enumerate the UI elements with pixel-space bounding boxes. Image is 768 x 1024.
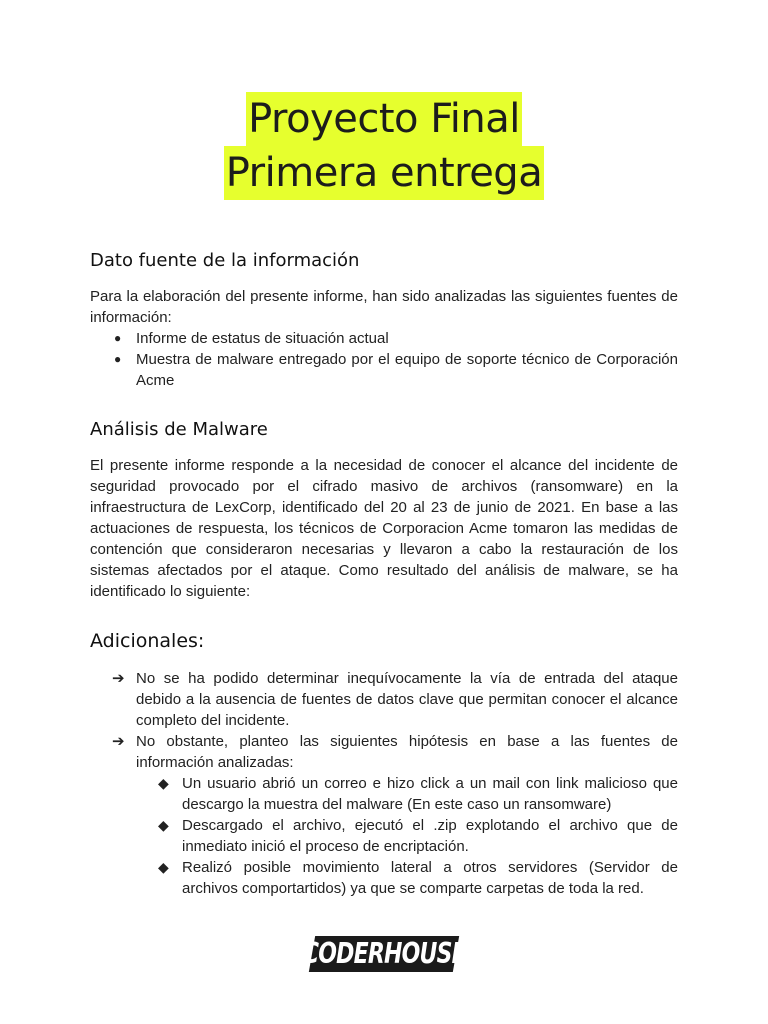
section-heading-malware: Análisis de Malware xyxy=(90,419,268,440)
coderhouse-logo xyxy=(302,936,466,972)
list-item: ➔ No se ha podido determinar inequívocamente la vía de entrada del ataque debido a la ausencia de fuentes de datos clave que permitan conocer el alcance completo del incidente. xyxy=(112,670,678,729)
arrow-icon: ➔ xyxy=(112,733,125,750)
bullet-icon: ● xyxy=(114,352,122,366)
hypothesis-list xyxy=(90,773,678,899)
document-body xyxy=(90,250,678,899)
source-bullet-list xyxy=(90,328,678,391)
arrow-icon: ➔ xyxy=(112,670,125,687)
list-item: ◆ Un usuario abrió un correo e hizo click a un mail con link malicioso que descargo la muestra del malware (En este caso un ransomware) xyxy=(158,775,678,813)
additional-arrow-list xyxy=(90,668,678,773)
list-item: ◆ Realizó posible movimiento lateral a otros servidores (Servidor de archivos comportartidos) ya que se comparte carpetas de toda la red. xyxy=(158,859,678,897)
section-malware-body: El presente informe responde a la necesidad de conocer el alcance del incidente de seguridad provocado por el cifrado masivo de archivos (ransomware) en la infraestructura de LexCorp, identificado del 20 al 23 de junio de 2021. En base a las actuaciones de respuesta, los técnicos de Corporacion Acme tomaron las medidas de contención que consideraron necesarias y llevaron a cabo la restauración de los sistemas afectados por el ataque. Como resultado del análisis de malware, se ha identificado lo siguiente: xyxy=(90,457,678,600)
section-source-intro: Para la elaboración del presente informe, han sido analizadas las siguientes fuentes de información: xyxy=(90,288,678,326)
bullet-icon: ● xyxy=(114,331,122,345)
diamond-icon: ◆ xyxy=(158,859,169,875)
section-heading-additional: Adicionales: xyxy=(90,630,205,652)
diamond-icon: ◆ xyxy=(158,817,169,833)
list-item: ● Muestra de malware entregado por el equipo de soporte técnico de Corporación Acme xyxy=(114,351,678,389)
logo-text: CODERHOUSE xyxy=(302,937,466,971)
list-item: ● Informe de estatus de situación actual xyxy=(114,330,389,347)
title-line-2: Primera entrega xyxy=(224,146,544,200)
section-heading-source: Dato fuente de la información xyxy=(90,250,360,271)
document-title xyxy=(0,92,768,200)
title-line-1: Proyecto Final xyxy=(246,92,522,146)
list-item: ➔ No obstante, planteo las siguientes hipótesis en base a las fuentes de información analizadas: xyxy=(112,733,678,771)
list-item: ◆ Descargado el archivo, ejecutó el .zip explotando el archivo que de inmediato inició el proceso de encriptación. xyxy=(158,817,678,855)
diamond-icon: ◆ xyxy=(158,775,169,791)
